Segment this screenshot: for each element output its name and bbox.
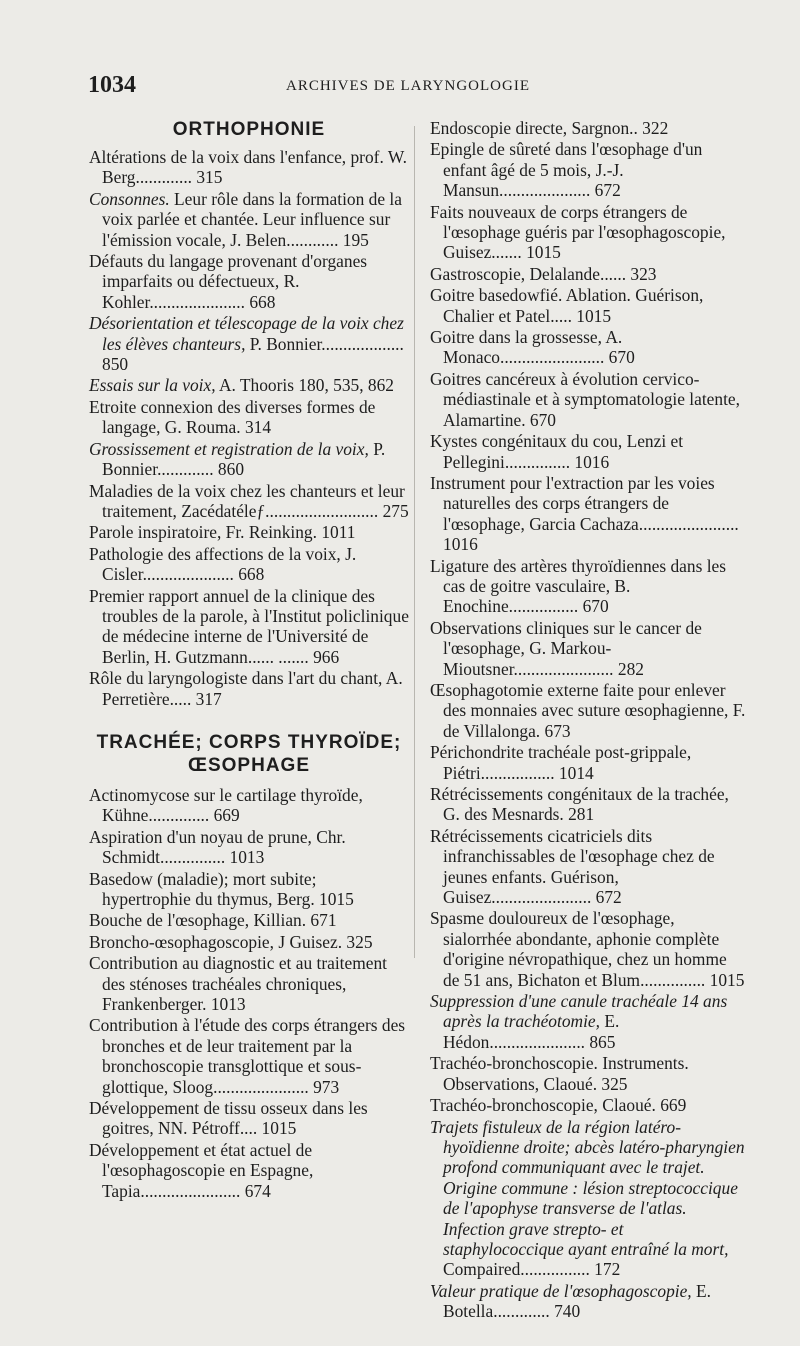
entry-text: Trachéo-bronchoscopie, Claoué. 669 [430, 1095, 687, 1116]
index-entry [430, 618, 747, 679]
entry-text: Actinomycose sur le cartilage thyroïde, Kühne.............. 669 [89, 784, 363, 826]
index-entry [430, 784, 747, 825]
entry-text: P. Bonnier................... 850 [102, 333, 404, 375]
index-entry [430, 369, 747, 430]
index-entry [430, 118, 747, 138]
entry-text: Gastroscopie, Delalande...... 323 [430, 263, 657, 284]
index-entry [430, 1095, 747, 1115]
entry-text: Maladies de la voix chez les chanteurs et leur traitement, Zacédatéleƒ.......................... 275 [89, 480, 409, 521]
entry-text: Œsophagotomie externe faite pour enlever des monnaies avec suture œsophagienne, F. de Villalonga. 673 [430, 679, 746, 741]
page-number: 1034 [88, 72, 136, 98]
section-trachee-entries-continued [430, 118, 747, 1322]
entry-text: Faits nouveaux de corps étrangers de l'œsophage guéris par l'œsophagoscopie, Guisez....... 1015 [430, 201, 726, 263]
entry-text: Développement et état actuel de l'œsophagoscopie en Espagne, Tapia....................... 674 [89, 1139, 314, 1201]
entry-text: Rôle du laryngologiste dans l'art du chant, A. Perretière..... 317 [89, 668, 403, 709]
entry-text: Basedow (maladie); mort subite; hypertrophie du thymus, Berg. 1015 [89, 868, 354, 909]
section-orthophonie-entries [89, 147, 409, 709]
index-entry [89, 147, 409, 188]
entry-text: E. Hédon...................... 865 [443, 1011, 620, 1052]
entry-text: Epingle de sûreté dans l'œsophage d'un enfant âgé de 5 mois, J.-J. Mansun..................... 672 [430, 139, 703, 201]
index-entry [430, 1281, 747, 1322]
index-entry [430, 327, 747, 368]
entry-text: Instrument pour l'extraction par les voies naturelles des corps étrangers de l'œsophage, Garcia Cachaza....................... 1016 [430, 472, 739, 555]
index-entry [430, 908, 747, 990]
index-entry [89, 481, 409, 522]
running-head: ARCHIVES DE LARYNGOLOGIE [286, 78, 530, 94]
index-entry [89, 1140, 409, 1201]
index-entry [89, 544, 409, 585]
index-entry [430, 1117, 747, 1280]
index-entry [89, 932, 409, 952]
section-trachee-entries [89, 785, 409, 1201]
entry-text: Spasme douloureux de l'œsophage, sialorrhée abondante, aphonie complète d'origine névropathique, chez un homme de 51 ans, Bichaton et Blum............... 1015 [430, 908, 745, 990]
entry-text: Broncho-œsophagoscopie, J Guisez. 325 [89, 931, 373, 952]
index-entry [430, 285, 747, 326]
entry-text: Contribution à l'étude des corps étrangers des bronches et de leur traitement par la bronchoscopie transglottique et sous-glottique, Sloog...................... 973 [89, 1015, 406, 1097]
entry-text: Développement de tissu osseux dans les goitres, NN. Pétroff.... 1015 [89, 1098, 368, 1139]
section-title: ORTHOPHONIE [172, 119, 326, 140]
entry-text: Contribution au diagnostic et au traitement des sténoses trachéales chroniques, Frankenberger. 1013 [89, 953, 387, 1015]
entry-text: Goitres cancéreux à évolution cervico-médiastinale et à symptomatologie latente, Alamartine. 670 [430, 368, 740, 430]
index-entry [430, 139, 747, 200]
entry-text: E. Botella............. 740 [443, 1280, 711, 1322]
index-entry [89, 189, 409, 250]
index-entry [89, 910, 409, 930]
index-entry [430, 431, 747, 472]
entry-text: Défauts du langage provenant d'organes imparfaits ou défectueux, R. Kohler...................... 668 [89, 251, 368, 312]
entry-text: Goitre dans la grossesse, A. Monaco........................ 670 [430, 327, 635, 368]
index-entry [430, 742, 747, 783]
index-entry [430, 680, 747, 741]
entry-text: Bouche de l'œsophage, Killian. 671 [89, 910, 337, 931]
index-entry [89, 827, 409, 868]
entry-text: Trachéo-bronchoscopie. Instruments. Observations, Claoué. 325 [430, 1053, 689, 1094]
section-title: TRACHÉE; CORPS THYROÏDE; ŒSOPHAGE [96, 731, 402, 776]
entry-italic-title: Valeur pratique de l'œsophagoscopie, [430, 1280, 692, 1301]
entry-text: Rétrécissements cicatriciels dits infranchissables de l'œsophage chez de jeunes enfants. Guérison, Guisez....................... 672 [430, 825, 715, 908]
entry-text: Observations cliniques sur le cancer de l'œsophage, G. Markou-Mioutsner....................... 282 [430, 617, 702, 679]
index-entry [89, 785, 409, 826]
index-entry [89, 953, 409, 1014]
index-entry [430, 473, 747, 555]
entry-text: Altérations de la voix dans l'enfance, prof. W. Berg............. 315 [89, 147, 408, 188]
entry-italic-title: Désorientation et télescopage de la voix chez les élèves chanteurs, [89, 313, 404, 354]
index-entry [89, 869, 409, 910]
entry-italic-title: Trajets fistuleux de la région latéro-hyoïdienne droite; abcès latéro-pharyngien profond communiquant avec le trajet. Origine commune : lésion streptococcique de l'apophyse transverse de l'atlas. Infection grave strepto- et staphylococcique ayant entraîné la mort, [430, 1116, 745, 1259]
index-entry [89, 375, 409, 395]
entry-text: Périchondrite trachéale post-grippale, Piétri................. 1014 [430, 742, 692, 783]
index-entry [430, 556, 747, 617]
page-header [88, 72, 716, 102]
entry-text: Etroite connexion des diverses formes de langage, G. Rouma. 314 [89, 396, 376, 438]
entry-text: Aspiration d'un noyau de prune, Chr. Schmidt............... 1013 [89, 826, 346, 868]
entry-text: A. Thooris 180, 535, 862 [215, 375, 395, 396]
index-entry [89, 1098, 409, 1139]
entry-text: Kystes congénitaux du cou, Lenzi et Pellegini............... 1016 [430, 431, 684, 472]
entry-italic-title: Suppression d'une canule trachéale 14 ans après la trachéotomie, [430, 991, 728, 1032]
right-column [430, 118, 747, 1323]
entry-text: Pathologie des affections de la voix, J. Cisler..................... 668 [89, 543, 357, 585]
left-column [89, 118, 409, 1202]
entry-text: Ligature des artères thyroïdiennes dans les cas de goitre vasculaire, B. Enochine................ 670 [430, 555, 727, 617]
index-entry [430, 826, 747, 908]
index-entry [89, 522, 409, 542]
index-entry [89, 586, 409, 668]
entry-text: Leur rôle dans la formation de la voix parlée et chantée. Leur influence sur l'émission vocale, J. Belen............ 195 [102, 188, 402, 250]
index-entry [89, 397, 409, 438]
index-entry [430, 1053, 747, 1094]
index-entry [89, 313, 409, 374]
index-entry [89, 668, 409, 709]
index-entry [430, 202, 747, 263]
entry-text: Parole inspiratoire, Fr. Reinking. 1011 [89, 522, 356, 543]
entry-italic-title: Grossissement et registration de la voix, [89, 438, 369, 459]
index-entry [89, 1015, 409, 1097]
entry-text: Premier rapport annuel de la clinique des troubles de la parole, à l'Institut policlinique de médecine interne de l'Université de Berlin, H. Gutzmann...... ....... 966 [89, 585, 409, 667]
index-entry [430, 264, 747, 284]
index-entry [430, 991, 747, 1052]
column-divider [414, 126, 415, 958]
index-entry [89, 251, 409, 312]
entry-text: Compaired................ 172 [443, 1259, 621, 1280]
entry-italic-title: Essais sur la voix, [89, 375, 216, 396]
entry-text: P. Bonnier............. 860 [102, 438, 386, 480]
entry-text: Rétrécissements congénitaux de la trachée, G. des Mesnards. 281 [430, 784, 729, 825]
index-entry [89, 439, 409, 480]
entry-text: Endoscopie directe, Sargnon.. 322 [430, 118, 669, 138]
entry-italic-title: Consonnes. [89, 188, 170, 209]
entry-text: Goitre basedowfié. Ablation. Guérison, Chalier et Patel..... 1015 [430, 285, 704, 326]
